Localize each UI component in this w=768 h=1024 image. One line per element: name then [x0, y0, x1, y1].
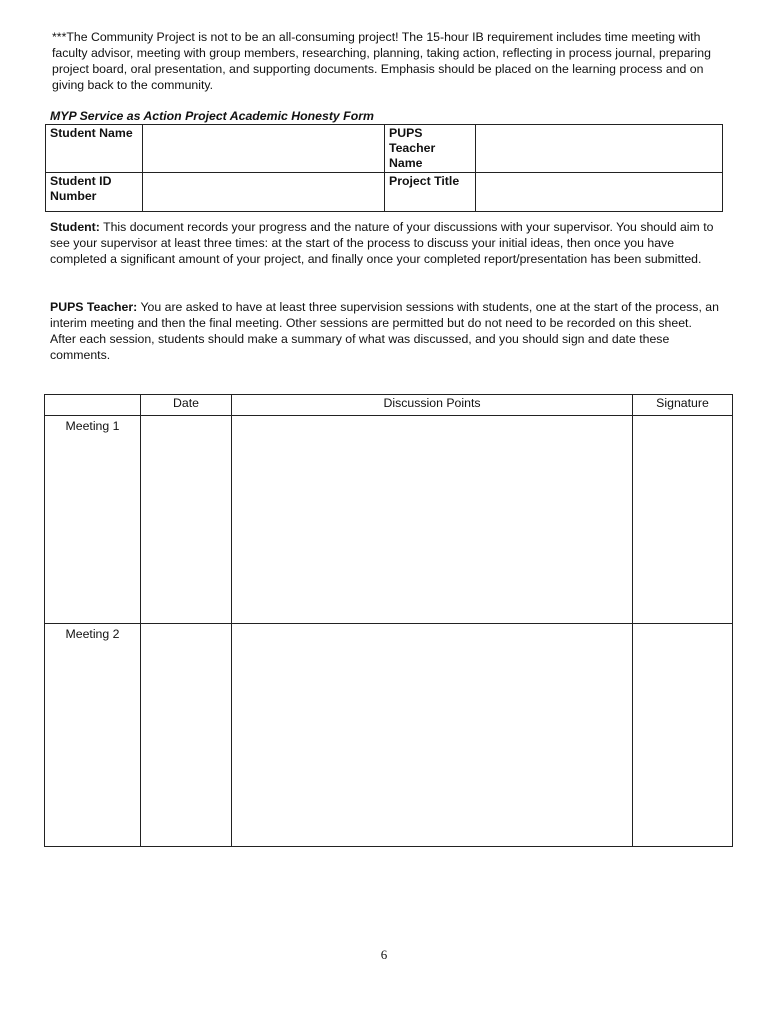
meeting-2-label: Meeting 2: [45, 624, 141, 847]
teacher-paragraph: [50, 299, 720, 363]
intro-paragraph: ***The Community Project is not to be an all-consuming project! The 15-hour IB requirement includes time meeting with faculty advisor, meeting with group members, researching, planning, taking action, reflecting in process journal, preparing project board, oral presentation, and supporting documents. Emphasis should be placed on the learning process and on giving back to the community.: [52, 30, 711, 92]
header-signature: Signature: [633, 395, 733, 416]
meeting-1-date-field[interactable]: [141, 416, 232, 624]
meeting-1-signature-field[interactable]: [633, 416, 733, 624]
meetings-table: [44, 394, 733, 847]
meeting-1-discussion-field[interactable]: [232, 416, 633, 624]
meeting-2-discussion-field[interactable]: [232, 624, 633, 847]
header-date: Date: [141, 395, 232, 416]
student-id-label: Student ID Number: [46, 173, 143, 212]
meeting-1-label: Meeting 1: [45, 416, 141, 624]
student-paragraph-text: This document records your progress and the nature of your discussions with your supervisor. You should aim to see your supervisor at least three times: at the start of the process to discuss your initial ideas, then once you have completed a significant amount of your project, and finally once your completed report/presentation has been submitted.: [50, 220, 714, 266]
project-title-field[interactable]: [476, 173, 723, 212]
student-info-table: [45, 124, 723, 212]
student-id-field[interactable]: [143, 173, 385, 212]
header-discussion-points: Discussion Points: [232, 395, 633, 416]
student-paragraph-label: Student:: [50, 220, 100, 234]
teacher-paragraph-label: PUPS Teacher:: [50, 300, 138, 314]
project-title-label: Project Title: [385, 173, 476, 212]
meeting-2-date-field[interactable]: [141, 624, 232, 847]
student-paragraph: [50, 219, 720, 267]
student-name-field[interactable]: [143, 125, 385, 173]
page-number: 6: [380, 947, 388, 962]
pups-teacher-name-label: PUPS Teacher Name: [385, 125, 476, 173]
header-blank: [45, 395, 141, 416]
teacher-paragraph-text: You are asked to have at least three supervision sessions with students, one at the start of the process, an interim meeting and then the final meeting. Other sessions are permitted but do not need to be recorded on this sheet. After each session, students should make a summary of what was discussed, and you should sign and date these comments.: [50, 300, 719, 362]
meeting-2-signature-field[interactable]: [633, 624, 733, 847]
pups-teacher-name-field[interactable]: [476, 125, 723, 173]
student-name-label: Student Name: [46, 125, 143, 173]
form-title: MYP Service as Action Project Academic Honesty Form: [50, 109, 374, 123]
